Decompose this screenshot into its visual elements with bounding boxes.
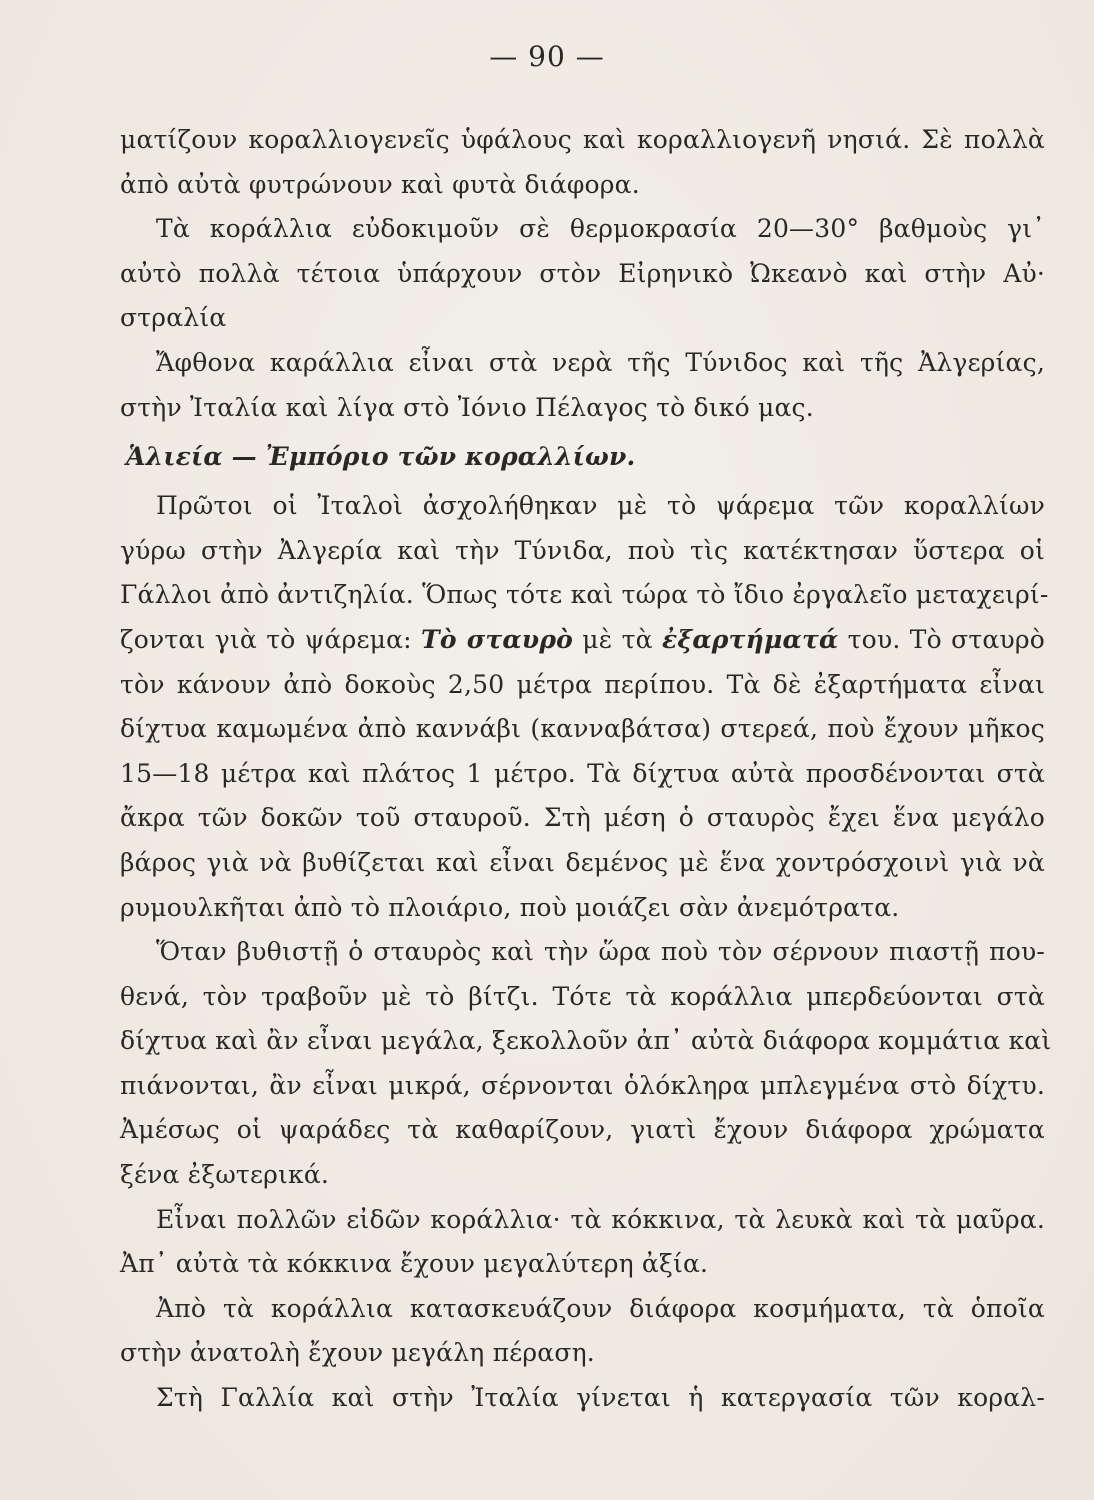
body-line: στὴν Ἰταλία καὶ λίγα στὸ Ἰόνιο Πέλαγος τὸ δικό μας.: [120, 392, 814, 422]
body-line: θενά, τὸν τραβοῦν μὲ τὸ βίτζι. Τότε τὰ κοράλλια μπερδεύονται στὰ: [120, 981, 1045, 1011]
body-line-segment: του. Τὸ σταυρὸ: [847, 624, 1045, 654]
body-line-mixed: [120, 618, 1045, 663]
body-line: ρυμουλκῆται ἀπὸ τὸ πλοιάριο, ποὺ μοιάζει σὰν ἀνεμότρατα.: [120, 892, 900, 922]
body-line: Τὰ κοράλλια εὐδοκιμοῦν σὲ θερμοκρασία 20—30° βαθμοὺς γι᾽: [156, 214, 1045, 244]
body-line: στὴν ἀνατολὴ ἔχουν μεγάλη πέραση.: [120, 1338, 595, 1368]
body-line: Ἀπ᾽ αὐτὰ τὰ κόκκινα ἔχουν μεγαλύτερη ἀξία.: [120, 1249, 709, 1279]
emphasis-term: ἐξαρτήματά: [661, 624, 839, 654]
body-line: Στὴ Γαλλία καὶ στὴν Ἰταλία γίνεται ἡ κατεργασία τῶν κοραλ-: [156, 1383, 1045, 1413]
body-line-segment: μὲ τὰ: [582, 624, 653, 654]
body-line: Ἀμέσως οἱ ψαράδες τὰ καθαρίζουν, γιατὶ ἔχουν διάφορα χρώματα: [120, 1115, 1045, 1145]
body-line: γύρω στὴν Ἀλγερία καὶ τὴν Τύνιδα, ποὺ τὶς κατέκτησαν ὕστερα οἱ: [120, 535, 1045, 565]
body-line: ματίζουν κοραλλιογενεῖς ὑφάλους καὶ κοραλλιογενῆ νησιά. Σὲ πολλὰ: [120, 125, 1045, 154]
body-line: ἀπὸ αὐτὰ φυτρώνουν καὶ φυτὰ διάφορα.: [120, 169, 640, 199]
body-line: δίχτυα καμωμένα ἀπὸ καννάβι (κανναβάτσα) στερεά, ποὺ ἔχουν μῆκος: [120, 714, 1045, 744]
body-line: Ἄφθονα καράλλια εἶναι στὰ νερὰ τῆς Τύνιδος καὶ τῆς Ἀλγερίας,: [156, 347, 1045, 377]
body-line: Εἶναι πολλῶν εἰδῶν κοράλλια· τὰ κόκκινα, τὰ λευκὰ καὶ τὰ μαῦρα.: [156, 1204, 1045, 1234]
body-line: Ἀπὸ τὰ κοράλλια κατασκευάζουν διάφορα κοσμήματα, τὰ ὁποῖα: [156, 1293, 1045, 1323]
body-line-segment: ζονται γιὰ τὸ ψάρεμα:: [120, 624, 412, 654]
body-line: πιάνονται, ἂν εἶναι μικρά, σέρνονται ὁλόκληρα μπλεγμένα στὸ δίχτυ.: [120, 1070, 1045, 1100]
body-line: Πρῶτοι οἱ Ἰταλοὶ ἀσχολήθηκαν μὲ τὸ ψάρεμα τῶν κοραλλίων: [156, 491, 1045, 521]
body-line: στραλία: [120, 303, 227, 333]
body-line: ἄκρα τῶν δοκῶν τοῦ σταυροῦ. Στὴ μέση ὁ σταυρὸς ἔχει ἕνα μεγάλο: [120, 803, 1045, 833]
body-line: Γάλλοι ἀπὸ ἀντιζηλία. Ὅπως τότε καὶ τώρα τὸ ἴδιο ἐργαλεῖο μεταχειρί-: [120, 580, 1049, 610]
body-line: ξένα ἐξωτερικά.: [120, 1160, 330, 1190]
body-line: αὐτὸ πολλὰ τέτοια ὑπάρχουν στὸν Εἰρηνικὸ Ὠκεανὸ καὶ στὴν Αὐ·: [120, 258, 1045, 288]
emphasis-term: Τὸ σταυρὸ: [421, 624, 574, 654]
body-line: τὸν κάνουν ἀπὸ δοκοὺς 2,50 μέτρα περίπου. Τὰ δὲ ἐξαρτήματα εἶναι: [120, 669, 1045, 699]
section-heading: Ἁλιεία — Ἐμπόριο τῶν κοραλλίων.: [126, 442, 636, 472]
body-line: 15—18 μέτρα καὶ πλάτος 1 μέτρο. Τὰ δίχτυα αὐτὰ προσδένονται στὰ: [120, 758, 1045, 788]
page-number: — 90 —: [489, 40, 605, 73]
body-line: βάρος γιὰ νὰ βυθίζεται καὶ εἶναι δεμένος μὲ ἕνα χοντρόσχοινὶ γιὰ νὰ: [120, 847, 1045, 877]
body-line: δίχτυα καὶ ἂν εἶναι μεγάλα, ξεκολλοῦν ἀπ᾽ αὐτὰ διάφορα κομμάτια καὶ: [120, 1026, 1052, 1056]
body-line: Ὅταν βυθιστῇ ὁ σταυρὸς καὶ τὴν ὥρα ποὺ τὸν σέρνουν πιαστῇ που-: [156, 937, 1045, 967]
page-body: [120, 118, 1052, 1421]
